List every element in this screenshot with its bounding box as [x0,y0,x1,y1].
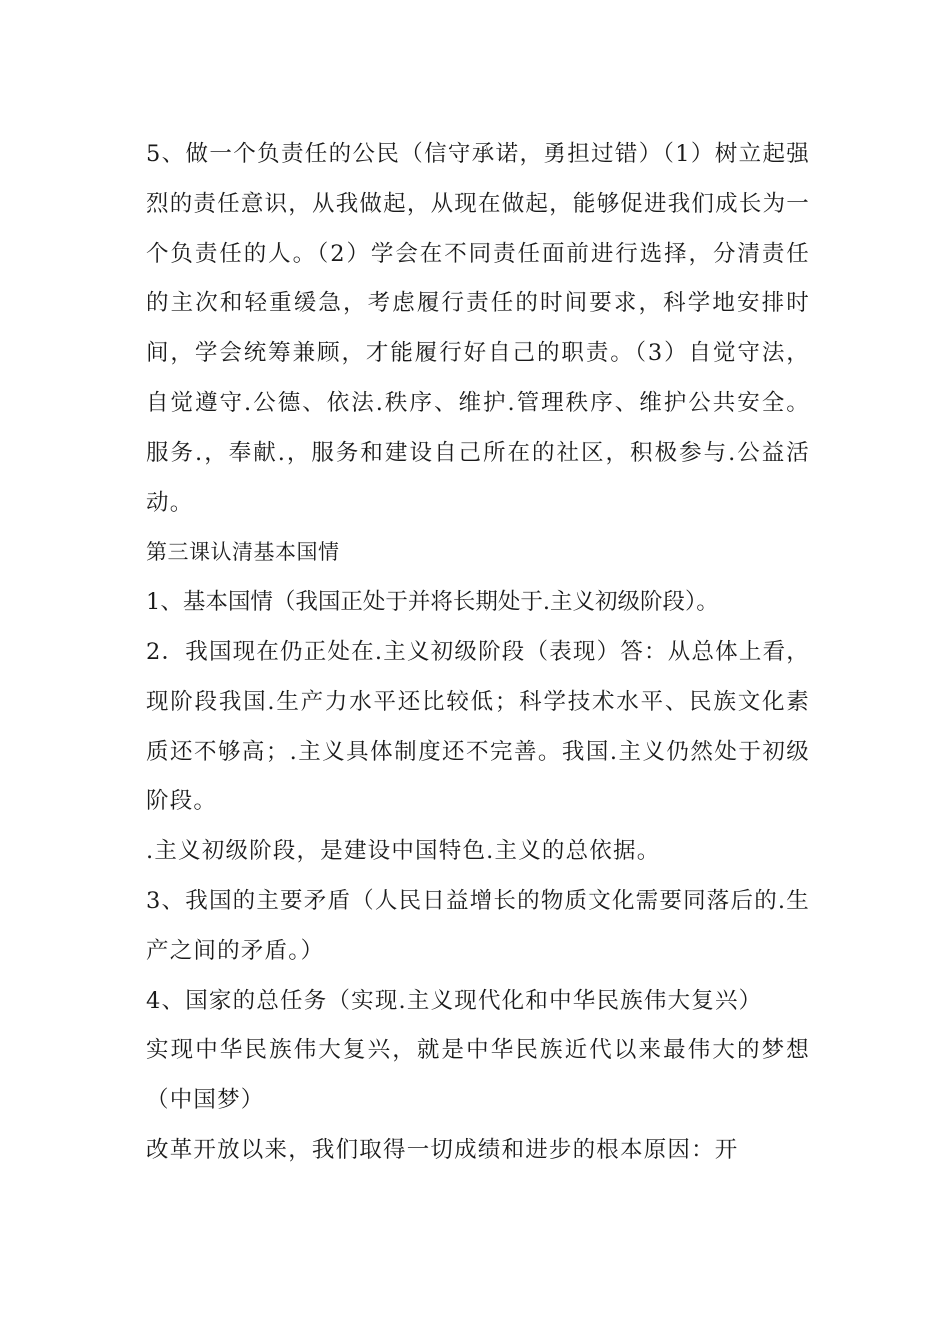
paragraph-basic-national-condition: 1、基本国情（我国正处于并将长期处于.主义初级阶段）。 [146,589,719,616]
paragraph-reform-opening: 改革开放以来，我们取得一切成绩和进步的根本原因：开 [146,1136,739,1163]
paragraph-general-basis: .主义初级阶段，是建设中国特色.主义的总依据。 [146,838,661,865]
paragraph-main-contradiction: 3、我国的主要矛盾（人民日益增长的物质文化需要同落后的.生产之间的矛盾。） [146,887,810,964]
paragraph-responsible-citizen: 5、做一个负责任的公民（信守承诺，勇担过错）（1）树立起强烈的责任意识，从我做起，从现在做起，能够促进我们成长为一个负责任的人。（2）学会在不同责任面前进行选择，分清责任的主次和轻重缓急，考虑履行责任的时间要求，科学地安排时间，学会统筹兼顾，才能履行好自己的职责。（3）自觉守法，自觉遵守.公德、依法.秩序、维护.管理秩序、维护公共安全。服务.，奉献.，服务和建设自己所在的社区，积极参与.公益活动。 [146,141,810,516]
paragraph-chinese-dream: 实现中华民族伟大复兴，就是中华民族近代以来最伟大的梦想（中国梦） [146,1037,810,1114]
paragraph-overall-task: 4、国家的总任务（实现.主义现代化和中华民族伟大复兴） [146,987,763,1014]
paragraph-primary-stage-manifestation: 2．我国现在仍正处在.主义初级阶段（表现）答：从总体上看，现阶段我国.生产力水平还比较低；科学技术水平、民族文化素质还不够高；.主义具体制度还不完善。我国.主义仍然处于初级阶段。 [146,638,810,815]
section-heading-lesson-three: 第三课认清基本国情 [146,540,340,565]
document-body [146,130,810,1176]
